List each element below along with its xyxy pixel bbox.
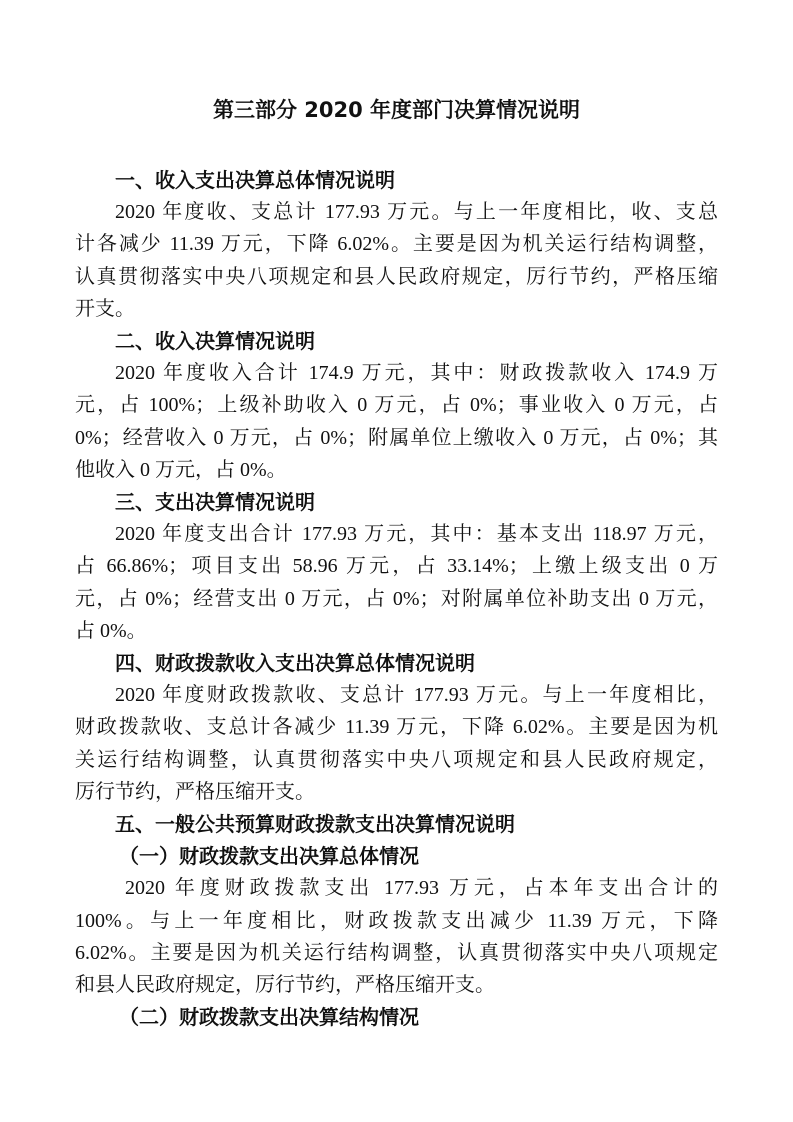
text-line: 他收入 0 万元，占 0%。 bbox=[75, 458, 287, 481]
text-line: 财政拨款收、支总计各减少 11.39 万元，下降 6.02%。主要是因为机 bbox=[75, 716, 718, 739]
subsection-heading: （二）财政拨款支出决算结构情况 bbox=[119, 1005, 419, 1030]
text-line: 和县人民政府规定，厉行节约，严格压缩开支。 bbox=[75, 974, 495, 997]
paragraph bbox=[75, 196, 718, 325]
section-heading: 三、支出决算情况说明 bbox=[115, 490, 315, 515]
section-heading: 五、一般公共预算财政拨款支出决算情况说明 bbox=[115, 812, 515, 837]
section-heading: 二、收入决算情况说明 bbox=[115, 329, 315, 354]
paragraph bbox=[75, 518, 718, 647]
text-line: 开支。 bbox=[75, 297, 135, 320]
text-line: 2020 年度收入合计 174.9 万元，其中：财政拨款收入 174.9 万 bbox=[115, 362, 718, 385]
paragraph bbox=[75, 872, 718, 1001]
text-line: 2020 年度财政拨款支出 177.93 万元，占本年支出合计的 bbox=[125, 877, 718, 900]
text-line: 2020 年度财政拨款收、支总计 177.93 万元。与上一年度相比， bbox=[115, 684, 718, 707]
text-line: 计各减少 11.39 万元，下降 6.02%。主要是因为机关运行结构调整， bbox=[75, 233, 718, 256]
text-line: 100%。与上一年度相比，财政拨款支出减少 11.39 万元，下降 bbox=[75, 909, 718, 932]
text-line: 2020 年度支出合计 177.93 万元，其中：基本支出 118.97 万元， bbox=[115, 523, 718, 546]
text-line: 0%；经营收入 0 万元，占 0%；附属单位上缴收入 0 万元，占 0%；其 bbox=[75, 426, 718, 449]
paragraph bbox=[75, 679, 718, 808]
text-line: 关运行结构调整，认真贯彻落实中央八项规定和县人民政府规定， bbox=[75, 748, 718, 771]
text-line: 元，占 100%；上级补助收入 0 万元，占 0%；事业收入 0 万元，占 bbox=[75, 394, 718, 417]
text-line: 2020 年度收、支总计 177.93 万元。与上一年度相比，收、支总 bbox=[115, 201, 718, 224]
section-heading: 一、收入支出决算总体情况说明 bbox=[115, 168, 395, 192]
page-title: 第三部分 2020 年度部门决算情况说明 bbox=[212, 98, 581, 122]
text-line: 元，占 0%；经营支出 0 万元，占 0%；对附属单位补助支出 0 万元， bbox=[75, 587, 718, 610]
paragraph bbox=[75, 357, 718, 486]
subsection-heading: （一）财政拨款支出决算总体情况 bbox=[119, 844, 419, 869]
text-line: 厉行节约，严格压缩开支。 bbox=[75, 780, 315, 803]
text-line: 6.02%。主要是因为机关运行结构调整，认真贯彻落实中央八项规定 bbox=[75, 941, 718, 964]
text-line: 认真贯彻落实中央八项规定和县人民政府规定，厉行节约，严格压缩 bbox=[75, 265, 718, 288]
text-line: 占 66.86%；项目支出 58.96 万元，占 33.14%；上缴上级支出 0 万 bbox=[75, 555, 718, 578]
document-body bbox=[75, 164, 718, 1033]
section-heading: 四、财政拨款收入支出决算总体情况说明 bbox=[115, 651, 475, 676]
text-line: 占 0%。 bbox=[75, 619, 147, 642]
